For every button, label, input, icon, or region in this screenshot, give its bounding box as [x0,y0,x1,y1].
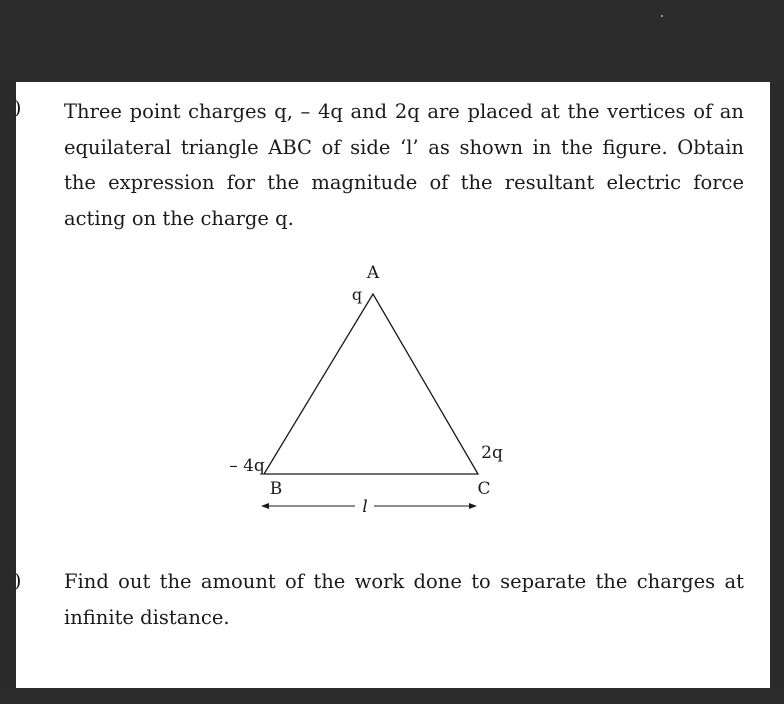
question-1-line-1: Three point charges q, – 4q and 2q are placed at the vertices of an [64,100,744,123]
side-length-label: l [362,497,368,517]
question-1-line-4: acting on the charge q. [64,206,294,230]
charge-b-label: – 4q [229,456,265,476]
vertex-c-label: C [477,479,491,499]
question-1-line-3: the expression for the magnitude of the resultant electric force [64,171,744,194]
charge-a-label: q [351,285,363,304]
vertex-b-label: B [269,479,283,499]
vertex-a-label: A [366,263,380,283]
triangle-abc [264,294,478,474]
question-2-line-2: infinite distance. [64,605,230,629]
charge-c-label: 2q [481,443,503,463]
side-length-arrow [261,503,477,509]
top-bar [0,0,784,82]
question-1-number: ) [14,97,22,119]
question-1-line-2: equilateral triangle ABC of side ‘l’ as shown in the figure. Obtain [64,135,744,159]
question-2-line-1: Find out the amount of the work done to separate the charges at [64,570,744,593]
question-2-text [64,564,744,635]
bottom-bar [0,688,784,704]
question-2-number: ) [14,570,22,592]
document-page [16,82,770,688]
dot-marker [661,15,663,17]
